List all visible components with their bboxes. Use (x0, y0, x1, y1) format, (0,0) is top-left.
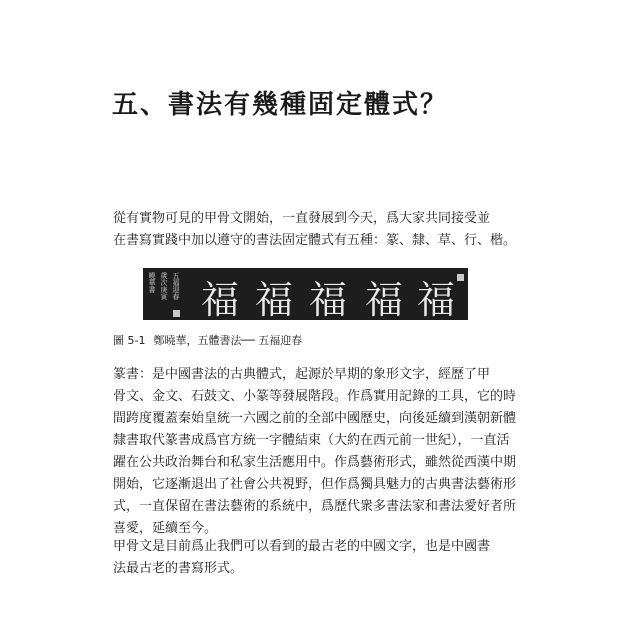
intro-paragraph (113, 208, 525, 252)
calligraphy-character: 福 (255, 278, 294, 320)
text-line: 間跨度覆蓋秦始皇統一六國之前的全部中國歷史，向後延續到漢朝新體 (113, 411, 517, 426)
figure-inscription: 歲次庚寅 (160, 272, 168, 300)
calligraphy-character: 福 (309, 278, 348, 320)
text-line: 在書寫實踐中加以遵守的書法固定體式有五種：篆、隸、草、行、楷。 (113, 233, 517, 248)
seal-mark (457, 274, 464, 281)
text-line: 篆書：是中國書法的古典體式，起源於早期的象形文字，經歷了甲 (113, 367, 491, 382)
text-line: 甲骨文是目前爲止我們可以看到的最古老的中國文字，也是中國書 (113, 539, 491, 554)
text-line: 喜愛，延續至今。 (113, 521, 218, 536)
calligraphy-figure (143, 268, 468, 320)
figure-inscription: 五福迎春 (172, 272, 180, 300)
figure-inscription: 曉華書 (148, 272, 156, 293)
text-line: 隸書取代篆書成爲官方統一字體結束（大約在西元前一世紀），一直活 (113, 433, 510, 448)
figure-caption (113, 332, 302, 348)
text-line: 躍在公共政治舞台和私家生活應用中。作爲藝術形式，雖然從西漢中期 (113, 455, 517, 470)
calligraphy-character: 福 (417, 278, 456, 320)
calligraphy-character: 福 (365, 278, 404, 320)
text-line: 法最古老的書寫形式。 (113, 561, 244, 576)
text-line: 從有實物可見的甲骨文開始，一直發展到今天，爲大家共同接受並 (113, 211, 491, 226)
figure-caption-text: 鄭曉華，五體書法── 五福迎春 (153, 334, 303, 347)
section-heading: 五、書法有幾種固定體式？ (112, 90, 449, 120)
text-line: 式，一直保留在書法藝術的系統中，爲歷代衆多書法家和書法愛好者所 (113, 499, 517, 514)
text-line: 開始，它逐漸退出了社會公共視野，但作爲獨具魅力的古典書法藝術形 (113, 477, 517, 492)
text-line: 骨文、金文、石鼓文、小篆等發展階段。作爲實用記錄的工具，它的時 (113, 389, 517, 404)
calligraphy-character: 福 (201, 278, 240, 320)
oracle-bone-paragraph (113, 536, 525, 580)
seal-script-paragraph (113, 364, 525, 540)
seal-mark (173, 310, 180, 317)
figure-number: 圖 5-1 (113, 334, 146, 347)
